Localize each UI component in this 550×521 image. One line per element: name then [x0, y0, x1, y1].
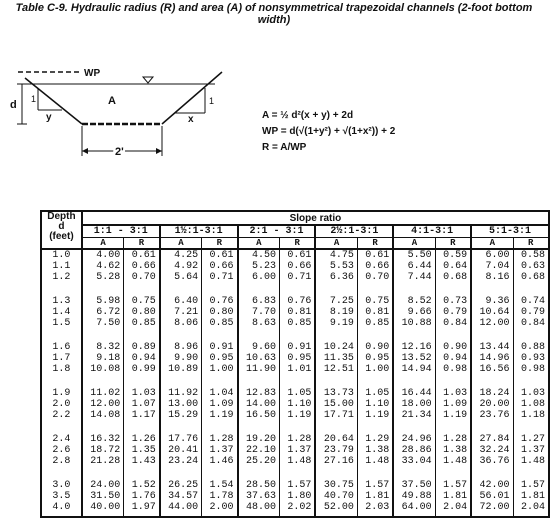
radius-cell: 1.10 — [279, 399, 315, 410]
area-cell: 8.16 — [471, 272, 513, 283]
area-cell: 5.98 — [82, 296, 124, 307]
radius-cell: 0.79 — [435, 307, 471, 318]
depth-cell: 1.2 — [41, 272, 82, 283]
radius-cell: 0.61 — [357, 249, 393, 261]
area-cell: 40.70 — [315, 491, 357, 502]
radius-cell: 1.38 — [357, 445, 393, 456]
area-cell: 14.08 — [82, 410, 124, 421]
radius-cell: 1.28 — [279, 434, 315, 445]
radius-cell: 1.19 — [279, 410, 315, 421]
area-cell: 10.89 — [160, 364, 202, 375]
radius-cell: 1.08 — [513, 399, 549, 410]
radius-cell: 1.57 — [279, 480, 315, 491]
table-row — [41, 434, 549, 445]
slope-group-header: 4:1-3:1 — [393, 225, 471, 238]
bottom-width-label: 2' — [115, 146, 124, 158]
depth-cell: 2.0 — [41, 399, 82, 410]
area-subheader: A — [393, 238, 435, 250]
formulas — [262, 108, 395, 156]
area-cell: 18.24 — [471, 388, 513, 399]
area-cell: 16.32 — [82, 434, 124, 445]
area-cell: 12.00 — [471, 318, 513, 329]
area-cell: 27.16 — [315, 456, 357, 467]
radius-cell: 1.07 — [124, 399, 160, 410]
slope-group-header: 1:1 - 3:1 — [82, 225, 160, 238]
area-cell: 37.63 — [238, 491, 280, 502]
area-cell: 24.00 — [82, 480, 124, 491]
radius-cell: 1.37 — [513, 445, 549, 456]
area-cell: 34.57 — [160, 491, 202, 502]
area-cell: 9.18 — [82, 353, 124, 364]
radius-cell: 1.05 — [279, 388, 315, 399]
area-cell: 12.83 — [238, 388, 280, 399]
radius-cell: 0.64 — [435, 261, 471, 272]
radius-cell: 0.99 — [124, 364, 160, 375]
area-cell: 5.23 — [238, 261, 280, 272]
depth-cell: 2.8 — [41, 456, 82, 467]
radius-cell: 0.70 — [124, 272, 160, 283]
area-cell: 8.63 — [238, 318, 280, 329]
radius-cell: 0.94 — [435, 353, 471, 364]
area-cell: 48.00 — [238, 502, 280, 513]
table-row — [41, 307, 549, 318]
radius-cell: 1.28 — [435, 434, 471, 445]
water-surface-icon — [143, 77, 153, 83]
radius-cell: 0.76 — [279, 296, 315, 307]
area-cell: 6.44 — [393, 261, 435, 272]
radius-cell: 1.19 — [435, 410, 471, 421]
radius-cell: 1.19 — [202, 410, 238, 421]
radius-cell: 0.66 — [202, 261, 238, 272]
right-one-label: 1 — [209, 96, 215, 106]
slope-group-header: 1½:1-3:1 — [160, 225, 238, 238]
area-cell: 28.86 — [393, 445, 435, 456]
radius-subheader: R — [279, 238, 315, 250]
radius-cell: 1.48 — [357, 456, 393, 467]
radius-cell: 2.02 — [279, 502, 315, 513]
radius-cell: 1.52 — [124, 480, 160, 491]
table-row — [41, 318, 549, 329]
table-row — [41, 296, 549, 307]
area-cell: 17.76 — [160, 434, 202, 445]
table-row — [41, 342, 549, 353]
radius-cell: 0.93 — [513, 353, 549, 364]
radius-cell: 0.89 — [124, 342, 160, 353]
area-cell: 4.00 — [82, 249, 124, 261]
area-cell: 11.90 — [238, 364, 280, 375]
radius-cell: 1.48 — [279, 456, 315, 467]
radius-cell: 0.95 — [357, 353, 393, 364]
area-cell: 28.50 — [238, 480, 280, 491]
hydraulic-table — [40, 210, 550, 518]
table-row — [41, 249, 549, 261]
depth-cell: 1.6 — [41, 342, 82, 353]
depth-cell: 1.3 — [41, 296, 82, 307]
area-cell: 20.00 — [471, 399, 513, 410]
radius-cell: 0.84 — [513, 318, 549, 329]
area-cell: 9.60 — [238, 342, 280, 353]
slope-ratio-header: Slope ratio — [82, 211, 549, 225]
radius-cell: 0.91 — [279, 342, 315, 353]
radius-cell: 0.74 — [513, 296, 549, 307]
radius-cell: 1.04 — [202, 388, 238, 399]
radius-cell: 1.46 — [202, 456, 238, 467]
radius-cell: 1.19 — [357, 410, 393, 421]
slope-group-header: 2½:1-3:1 — [315, 225, 393, 238]
radius-cell: 0.66 — [124, 261, 160, 272]
area-cell: 4.25 — [160, 249, 202, 261]
area-subheader: A — [238, 238, 280, 250]
area-cell: 7.70 — [238, 307, 280, 318]
area-cell: 27.84 — [471, 434, 513, 445]
area-cell: 5.28 — [82, 272, 124, 283]
depth-cell: 2.4 — [41, 434, 82, 445]
radius-cell: 0.76 — [202, 296, 238, 307]
slope-group-header: 2:1 - 3:1 — [238, 225, 316, 238]
area-cell: 6.00 — [471, 249, 513, 261]
radius-cell: 0.71 — [279, 272, 315, 283]
depth-cell: 1.5 — [41, 318, 82, 329]
radius-cell: 0.85 — [357, 318, 393, 329]
area-cell: 19.20 — [238, 434, 280, 445]
area-cell: 8.32 — [82, 342, 124, 353]
area-cell: 12.00 — [82, 399, 124, 410]
radius-cell: 0.79 — [513, 307, 549, 318]
table-row — [41, 353, 549, 364]
area-cell: 9.36 — [471, 296, 513, 307]
area-cell: 23.24 — [160, 456, 202, 467]
table-row — [41, 480, 549, 491]
depth-label: d — [10, 99, 17, 111]
radius-cell: 1.27 — [513, 434, 549, 445]
depth-cell: 4.0 — [41, 502, 82, 513]
table-row — [41, 388, 549, 399]
radius-cell: 0.85 — [124, 318, 160, 329]
area-cell: 26.25 — [160, 480, 202, 491]
area-cell: 9.19 — [315, 318, 357, 329]
area-cell: 13.44 — [471, 342, 513, 353]
area-cell: 7.50 — [82, 318, 124, 329]
table-row — [41, 456, 549, 467]
radius-cell: 1.01 — [279, 364, 315, 375]
radius-cell: 1.97 — [124, 502, 160, 513]
radius-cell: 1.03 — [435, 388, 471, 399]
area-cell: 8.06 — [160, 318, 202, 329]
area-cell: 12.51 — [315, 364, 357, 375]
radius-cell: 0.81 — [279, 307, 315, 318]
radius-cell: 0.95 — [279, 353, 315, 364]
wp-label: WP — [84, 68, 101, 79]
radius-cell: 0.81 — [357, 307, 393, 318]
radius-cell: 1.10 — [357, 399, 393, 410]
area-cell: 7.44 — [393, 272, 435, 283]
radius-subheader: R — [124, 238, 160, 250]
slope-group-header: 5:1-3:1 — [471, 225, 549, 238]
area-cell: 8.96 — [160, 342, 202, 353]
area-cell: 18.72 — [82, 445, 124, 456]
radius-cell: 1.81 — [513, 491, 549, 502]
area-cell: 44.00 — [160, 502, 202, 513]
area-cell: 6.72 — [82, 307, 124, 318]
area-cell: 4.50 — [238, 249, 280, 261]
area-cell: 7.25 — [315, 296, 357, 307]
area-cell: 21.34 — [393, 410, 435, 421]
radius-cell: 1.57 — [357, 480, 393, 491]
table-row — [41, 272, 549, 283]
depth-cell: 3.5 — [41, 491, 82, 502]
area-cell: 52.00 — [315, 502, 357, 513]
radius-cell: 0.98 — [513, 364, 549, 375]
area-cell: 22.10 — [238, 445, 280, 456]
radius-cell: 0.70 — [357, 272, 393, 283]
area-cell: 33.04 — [393, 456, 435, 467]
radius-cell: 0.71 — [202, 272, 238, 283]
radius-cell: 1.43 — [124, 456, 160, 467]
area-cell: 9.66 — [393, 307, 435, 318]
radius-cell: 2.03 — [357, 502, 393, 513]
depth-cell: 1.8 — [41, 364, 82, 375]
area-cell: 21.28 — [82, 456, 124, 467]
radius-cell: 0.90 — [435, 342, 471, 353]
radius-cell: 0.61 — [124, 249, 160, 261]
radius-cell: 0.75 — [357, 296, 393, 307]
area-formula: A = ½ d²(x + y) + 2d — [262, 110, 354, 121]
table-row — [41, 261, 549, 272]
radius-cell: 1.05 — [357, 388, 393, 399]
table-row — [41, 410, 549, 421]
table-row — [41, 364, 549, 375]
area-cell: 4.62 — [82, 261, 124, 272]
area-cell: 11.92 — [160, 388, 202, 399]
area-cell: 13.52 — [393, 353, 435, 364]
area-cell: 7.21 — [160, 307, 202, 318]
table-caption: Table C-9. Hydraulic radius (R) and area (A) of nonsymmetrical trapezoidal channels (2-foot bottom width) — [15, 2, 533, 26]
radius-cell: 1.48 — [435, 456, 471, 467]
area-cell: 23.79 — [315, 445, 357, 456]
area-cell: 42.00 — [471, 480, 513, 491]
area-cell: 6.36 — [315, 272, 357, 283]
radius-cell: 0.90 — [357, 342, 393, 353]
area-cell: 36.76 — [471, 456, 513, 467]
depth-cell: 1.1 — [41, 261, 82, 272]
area-cell: 72.00 — [471, 502, 513, 513]
radius-cell: 0.73 — [435, 296, 471, 307]
area-cell: 10.88 — [393, 318, 435, 329]
area-cell: 6.00 — [238, 272, 280, 283]
radius-cell: 0.61 — [279, 249, 315, 261]
area-cell: 17.71 — [315, 410, 357, 421]
area-cell: 14.00 — [238, 399, 280, 410]
area-cell: 10.63 — [238, 353, 280, 364]
area-cell: 20.41 — [160, 445, 202, 456]
area-cell: 10.08 — [82, 364, 124, 375]
radius-cell: 1.29 — [357, 434, 393, 445]
radius-cell: 1.37 — [279, 445, 315, 456]
area-cell: 49.88 — [393, 491, 435, 502]
area-cell: 40.00 — [82, 502, 124, 513]
radius-cell: 0.66 — [357, 261, 393, 272]
radius-cell: 0.85 — [279, 318, 315, 329]
radius-cell: 0.75 — [124, 296, 160, 307]
radius-cell: 1.00 — [357, 364, 393, 375]
depth-cell: 1.4 — [41, 307, 82, 318]
radius-cell: 1.28 — [202, 434, 238, 445]
area-cell: 11.02 — [82, 388, 124, 399]
radius-cell: 0.58 — [513, 249, 549, 261]
area-cell: 31.50 — [82, 491, 124, 502]
radius-cell: 1.81 — [357, 491, 393, 502]
radius-cell: 1.54 — [202, 480, 238, 491]
radius-cell: 0.63 — [513, 261, 549, 272]
radius-subheader: R — [435, 238, 471, 250]
left-one-label: 1 — [31, 94, 37, 104]
area-cell: 18.00 — [393, 399, 435, 410]
radius-cell: 1.17 — [124, 410, 160, 421]
depth-cell: 2.6 — [41, 445, 82, 456]
table-row — [41, 399, 549, 410]
x-label: x — [188, 114, 194, 125]
area-subheader: A — [82, 238, 124, 250]
radius-subheader: R — [357, 238, 393, 250]
area-cell: 56.01 — [471, 491, 513, 502]
area-cell: 15.29 — [160, 410, 202, 421]
radius-cell: 1.09 — [202, 399, 238, 410]
radius-cell: 0.95 — [202, 353, 238, 364]
area-cell: 15.00 — [315, 399, 357, 410]
area-cell: 6.40 — [160, 296, 202, 307]
area-cell: 64.00 — [393, 502, 435, 513]
radius-cell: 0.66 — [279, 261, 315, 272]
radius-cell: 1.03 — [513, 388, 549, 399]
area-cell: 24.96 — [393, 434, 435, 445]
area-subheader: A — [315, 238, 357, 250]
area-cell: 13.73 — [315, 388, 357, 399]
area-cell: 32.24 — [471, 445, 513, 456]
radius-cell: 2.00 — [202, 502, 238, 513]
radius-cell: 1.81 — [435, 491, 471, 502]
table-row — [41, 502, 549, 513]
area-cell: 10.64 — [471, 307, 513, 318]
radius-cell: 1.57 — [435, 480, 471, 491]
radius-cell: 0.85 — [202, 318, 238, 329]
area-cell: 11.35 — [315, 353, 357, 364]
area-cell: 8.52 — [393, 296, 435, 307]
radius-cell: 0.59 — [435, 249, 471, 261]
area-cell: 16.50 — [238, 410, 280, 421]
area-cell: 30.75 — [315, 480, 357, 491]
area-cell: 7.04 — [471, 261, 513, 272]
radius-cell: 1.00 — [202, 364, 238, 375]
radius-cell: 0.91 — [202, 342, 238, 353]
radius-cell: 0.84 — [435, 318, 471, 329]
radius-cell: 0.68 — [435, 272, 471, 283]
area-cell: 4.75 — [315, 249, 357, 261]
radius-cell: 1.80 — [279, 491, 315, 502]
radius-cell: 1.37 — [202, 445, 238, 456]
radius-cell: 0.98 — [435, 364, 471, 375]
radius-cell: 2.04 — [513, 502, 549, 513]
radius-cell: 1.09 — [435, 399, 471, 410]
radius-subheader: R — [513, 238, 549, 250]
hydraulic-radius-formula: R = A/WP — [262, 142, 307, 153]
depth-cell: 3.0 — [41, 480, 82, 491]
area-cell: 16.44 — [393, 388, 435, 399]
area-cell: 12.16 — [393, 342, 435, 353]
y-label: y — [46, 112, 52, 123]
area-label: A — [108, 95, 116, 107]
area-cell: 20.64 — [315, 434, 357, 445]
depth-header: Depth d (feet) — [41, 211, 82, 249]
area-subheader: A — [160, 238, 202, 250]
area-cell: 14.94 — [393, 364, 435, 375]
depth-cell: 2.2 — [41, 410, 82, 421]
area-cell: 9.90 — [160, 353, 202, 364]
area-cell: 4.92 — [160, 261, 202, 272]
wetted-perimeter-formula: WP = d(√(1+y²) + √(1+x²)) + 2 — [262, 126, 396, 137]
area-cell: 13.00 — [160, 399, 202, 410]
depth-cell: 1.7 — [41, 353, 82, 364]
area-cell: 14.96 — [471, 353, 513, 364]
area-cell: 23.76 — [471, 410, 513, 421]
radius-subheader: R — [202, 238, 238, 250]
table-row — [41, 491, 549, 502]
radius-cell: 0.80 — [202, 307, 238, 318]
radius-cell: 1.38 — [435, 445, 471, 456]
area-cell: 5.53 — [315, 261, 357, 272]
radius-cell: 0.88 — [513, 342, 549, 353]
area-cell: 5.64 — [160, 272, 202, 283]
area-subheader: A — [471, 238, 513, 250]
radius-cell: 1.18 — [513, 410, 549, 421]
area-cell: 8.19 — [315, 307, 357, 318]
radius-cell: 1.78 — [202, 491, 238, 502]
area-cell: 5.50 — [393, 249, 435, 261]
radius-cell: 0.61 — [202, 249, 238, 261]
radius-cell: 1.26 — [124, 434, 160, 445]
radius-cell: 1.76 — [124, 491, 160, 502]
area-cell: 16.56 — [471, 364, 513, 375]
radius-cell: 1.35 — [124, 445, 160, 456]
radius-cell: 0.80 — [124, 307, 160, 318]
area-cell: 25.20 — [238, 456, 280, 467]
radius-cell: 1.03 — [124, 388, 160, 399]
table-row — [41, 445, 549, 456]
radius-cell: 0.68 — [513, 272, 549, 283]
radius-cell: 1.57 — [513, 480, 549, 491]
radius-cell: 1.48 — [513, 456, 549, 467]
channel-cross-section-diagram — [0, 60, 300, 170]
area-cell: 37.50 — [393, 480, 435, 491]
depth-cell: 1.9 — [41, 388, 82, 399]
radius-cell: 0.94 — [124, 353, 160, 364]
radius-cell: 2.04 — [435, 502, 471, 513]
area-cell: 10.24 — [315, 342, 357, 353]
area-cell: 6.83 — [238, 296, 280, 307]
depth-cell: 1.0 — [41, 249, 82, 261]
